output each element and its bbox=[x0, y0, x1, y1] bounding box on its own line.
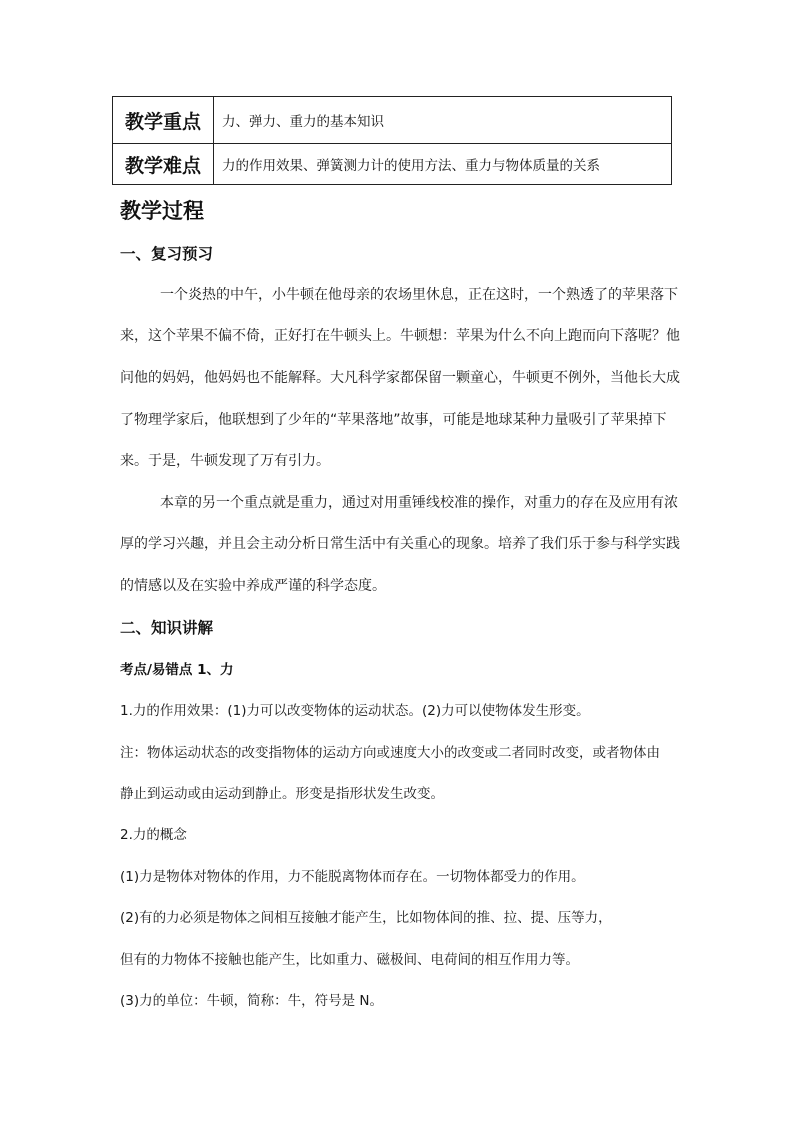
page-title: 教学过程 bbox=[120, 199, 204, 223]
point-heading: 考点/易错点 1、力 bbox=[120, 662, 234, 678]
paragraph-line: 来，这个苹果不偏不倚，正好打在牛顿头上。牛顿想：苹果为什么不向上跑而向下落呢？他 bbox=[120, 328, 680, 344]
paragraph-line: 了物理学家后，他联想到了少年的“苹果落地”故事，可能是地球某种力量吸引了苹果掉下 bbox=[120, 412, 667, 428]
content-line: (1)力是物体对物体的作用，力不能脱离物体而存在。一切物体都受力的作用。 bbox=[120, 869, 585, 885]
paragraph-line: 的情感以及在实验中养成严谨的科学态度。 bbox=[120, 578, 386, 594]
paragraph-line: 一个炎热的中午，小牛顿在他母亲的农场里休息，正在这时，一个熟透了的苹果落下 bbox=[160, 287, 678, 303]
row-value-difficulty: 力的作用效果、弹簧测力计的使用方法、重力与物体质量的关系 bbox=[214, 144, 672, 185]
paragraph-line: 来。于是，牛顿发现了万有引力。 bbox=[120, 453, 330, 469]
row-key-focus: 教学重点 bbox=[113, 97, 214, 144]
section-heading-review: 一、复习预习 bbox=[120, 245, 214, 263]
row-key-difficulty: 教学难点 bbox=[113, 144, 214, 185]
row-value-focus: 力、弹力、重力的基本知识 bbox=[214, 97, 672, 144]
paragraph-line: 本章的另一个重点就是重力，通过对用重锤线校准的操作，对重力的存在及应用有浓 bbox=[160, 495, 678, 511]
table-row bbox=[113, 144, 672, 185]
section-heading-knowledge: 二、知识讲解 bbox=[120, 619, 214, 637]
table-row bbox=[113, 97, 672, 144]
content-line: 注：物体运动状态的改变指物体的运动方向或速度大小的改变或二者同时改变，或者物体由 bbox=[120, 745, 660, 761]
paragraph-line: 厚的学习兴趣，并且会主动分析日常生活中有关重心的现象。培养了我们乐于参与科学实践 bbox=[120, 536, 680, 552]
paragraph-line: 问他的妈妈，他妈妈也不能解释。大凡科学家都保留一颗童心，牛顿更不例外，当他长大成 bbox=[120, 370, 680, 386]
content-line: 1.力的作用效果：(1)力可以改变物体的运动状态。(2)力可以使物体发生形变。 bbox=[120, 703, 590, 719]
content-line: (2)有的力必须是物体之间相互接触才能产生，比如物体间的推、拉、提、压等力， bbox=[120, 910, 612, 926]
content-line: (3)力的单位：牛顿，简称：牛，符号是 N。 bbox=[120, 993, 384, 1009]
content-line: 但有的力物体不接触也能产生，比如重力、磁极间、电荷间的相互作用力等。 bbox=[120, 952, 579, 968]
lesson-info-table bbox=[112, 96, 672, 185]
content-line: 静止到运动或由运动到静止。形变是指形状发生改变。 bbox=[120, 786, 444, 802]
content-line: 2.力的概念 bbox=[120, 827, 187, 843]
